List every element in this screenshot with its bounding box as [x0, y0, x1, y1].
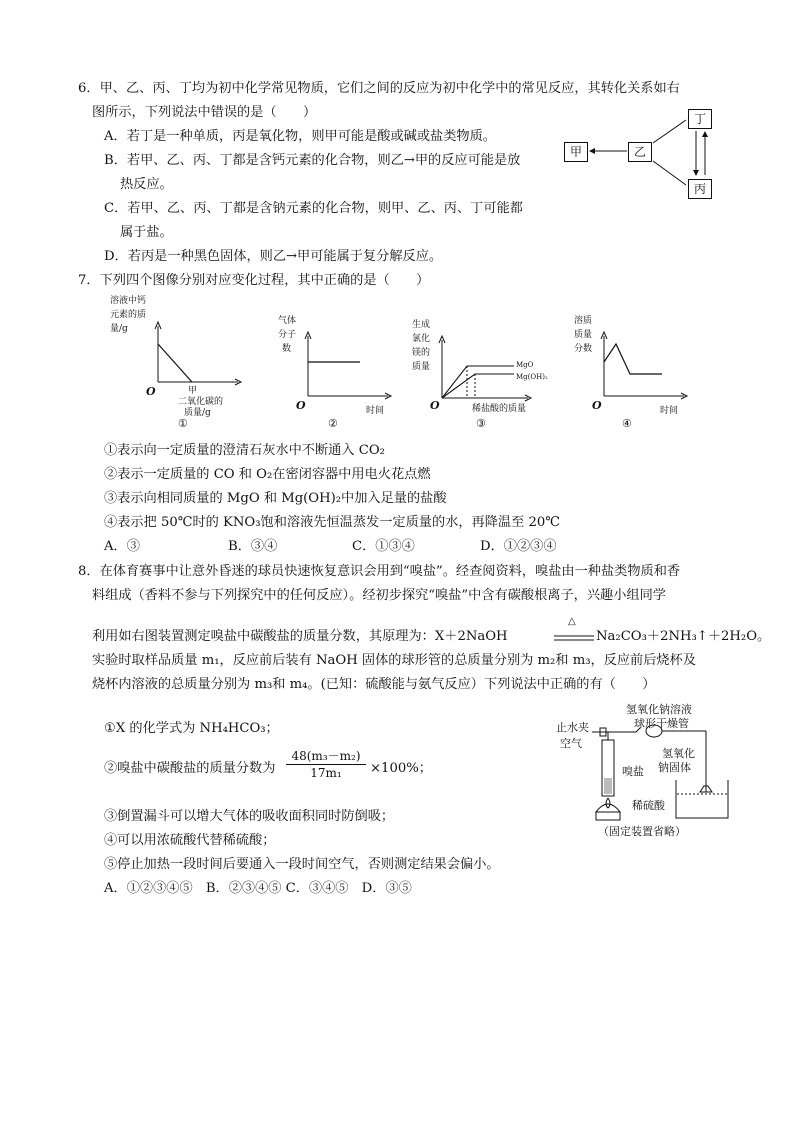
- graph2-ylabel-1: 气体: [278, 316, 297, 326]
- q7-statement-3: ③表示向相同质量的 MgO 和 Mg(OH)₂中加入足量的盐酸: [104, 491, 447, 506]
- graph2-ylabel-2: 分子: [278, 330, 297, 340]
- q7-statement-4: ④表示把 50℃时的 KNO₃饱和溶液先恒温蒸发一定质量的水，再降温至 20℃: [104, 515, 561, 530]
- graph3-ylabel-2: 氯化: [412, 334, 431, 344]
- q7-option-a: A．③: [104, 539, 140, 554]
- q6-option-b-line2: 热反应。: [120, 177, 173, 192]
- graph1-ylabel-3: 量/g: [110, 324, 128, 334]
- q8-options: A．①②③④⑤ B．②③④⑤ C．③④⑤ D．③⑤: [104, 881, 412, 896]
- label-drying-tube: 球形干燥管: [634, 717, 689, 730]
- q8-s2-text: ②嗅盐中碳酸盐的质量分数为: [104, 761, 276, 776]
- q8-statement-3: ③倒置漏斗可以增大气体的吸收面积同时防倒吸；: [104, 809, 395, 824]
- graph3-num: ③: [476, 417, 486, 430]
- label-air: 空气: [560, 737, 582, 750]
- label-dilute-h2so4: 稀硫酸: [632, 799, 665, 812]
- q7-option-c: C．①③④: [352, 539, 415, 554]
- label-naoh-solution: 氢氧化钠溶液: [626, 703, 692, 716]
- graph3-ylabel-3: 镁的: [412, 348, 431, 358]
- graph1-mark: 甲: [188, 386, 198, 396]
- q8-statement-1: ①X 的化学式为 NH₄HCO₃；: [104, 721, 279, 736]
- q6-option-c-line2: 属于盐。: [120, 225, 173, 240]
- q8-eq-left: 利用如右图装置测定嗅盐中碳酸盐的质量分数，其原理为：X＋2NaOH: [92, 629, 508, 644]
- q7-statement-1: ①表示向一定质量的澄清石灰水中不断通入 CO₂: [104, 443, 385, 458]
- q8-statement-4: ④可以用浓硫酸代替稀硫酸；: [104, 833, 276, 848]
- graph4-xlabel: 时间: [660, 406, 679, 416]
- label-fixture-note: （固定装置省略）: [598, 825, 686, 838]
- graph3-ylabel-1: 生成: [412, 320, 431, 330]
- graph3-ylabel-4: 质量: [412, 362, 431, 372]
- q7-stem: 7．下列四个图像分别对应变化过程，其中正确的是（ ）: [78, 273, 430, 288]
- box-bing: 丙: [688, 179, 712, 199]
- q6-option-d: D．若丙是一种黑色固体，则乙→甲可能属于复分解反应。: [104, 249, 443, 264]
- q6-stem-line1: 6．甲、乙、丙、丁均为初中化学常见物质，它们之间的反应为初中化学中的常见反应，其转化关系如右: [78, 81, 680, 96]
- graph2-origin: O: [296, 399, 306, 412]
- graph1-ylabel-2: 元素的质: [110, 310, 147, 320]
- graph4-origin: O: [592, 399, 602, 412]
- graph1-num: ①: [178, 417, 188, 430]
- graph4-num: ④: [622, 417, 632, 430]
- graph4-ylabel-1: 溶质: [574, 316, 593, 326]
- q8-eq-equals: [554, 635, 594, 643]
- q8-fraction: [286, 748, 366, 781]
- q6-option-b-line1: B．若甲、乙、丙、丁都是含钙元素的化合物，则乙→甲的反应可能是放: [104, 153, 521, 168]
- q8-statement-5: ⑤停止加热一段时间后要通入一段时间空气，否则测定结果会偏小。: [104, 857, 500, 872]
- label-naoh-solid-1: 氢氧化: [662, 747, 695, 760]
- q7-graph2: [276, 316, 396, 432]
- q8-line1: 8．在体育赛事中让意外昏迷的球员快速恢复意识会用到“嗅盐”。经查阅资料，嗅盐由一种盐类物质和香: [78, 564, 681, 579]
- q7-options: [104, 538, 564, 556]
- q8-eq-heat: △: [568, 616, 576, 627]
- box-jia: 甲: [564, 142, 588, 162]
- graph3-line1-label: MgO: [516, 361, 534, 369]
- graph3-origin: O: [430, 399, 440, 412]
- label-clamp: 止水夹: [556, 721, 589, 734]
- q8-s2-post: ×100%；: [370, 761, 432, 776]
- q8-fraction-denominator: 17m₁: [310, 766, 342, 780]
- graph1-xlabel-1: 二氧化碳的: [178, 397, 224, 407]
- q8-statement-2: [104, 748, 444, 788]
- graph1-origin: O: [146, 385, 156, 398]
- q7-graph1: [108, 296, 248, 432]
- graph2-ylabel-3: 数: [282, 344, 292, 354]
- graph4-ylabel-2: 质量: [574, 330, 593, 340]
- label-naoh-solid-2: 钠固体: [658, 761, 691, 774]
- graph1-plot: [108, 296, 248, 432]
- q7-option-b: B．③④: [228, 539, 278, 554]
- graph2-xlabel: 时间: [366, 406, 385, 416]
- q8-eq-right: Na₂CO₃＋2NH₃↑＋2H₂O。: [596, 629, 771, 644]
- box-ding: 丁: [688, 109, 712, 129]
- q7-graph4: [572, 316, 702, 432]
- q6-arrows: [560, 105, 720, 205]
- q7-graph3: [410, 316, 560, 432]
- graph3-xlabel: 稀盐酸的质量: [472, 404, 527, 414]
- q8-line2: 料组成（香料不参与下列探究中的任何反应）。经初步探究“嗅盐”中含有碳酸根离子，兴趣小组同学: [92, 588, 666, 603]
- graph1-ylabel-1: 溶液中钙: [110, 296, 147, 306]
- graph1-xlabel-2: 质量/g: [184, 408, 211, 418]
- q6-diagram: [560, 105, 720, 205]
- graph4-plot: [572, 316, 702, 432]
- q8-line4: 实验时取样品质量 m₁，反应前后装有 NaOH 固体的球形管的总质量分别为 m₂和 m₃，反应前后烧杯及: [92, 653, 696, 668]
- box-yi: 乙: [628, 142, 652, 162]
- label-sniffing-salt: 嗅盐: [622, 765, 644, 778]
- q6-stem-line2: 图所示，下列说法中错误的是（ ）: [92, 105, 317, 120]
- q7-statement-2: ②表示一定质量的 CO 和 O₂在密闭容器中用电火花点燃: [104, 467, 431, 482]
- q8-fraction-numerator: 48(m₃－m₂): [286, 748, 366, 765]
- q7-option-d: D．①②③④: [480, 539, 557, 554]
- graph2-num: ②: [328, 417, 338, 430]
- graph3-line2-label: Mg(OH)₂: [516, 373, 548, 381]
- q8-line5: 烧杯内溶液的总质量分别为 m₃和 m₄。(已知：硫酸能与氨气反应）下列说法中正确的有（ ）: [92, 677, 656, 692]
- graph4-ylabel-3: 分数: [574, 344, 593, 354]
- q8-equation-line: [92, 616, 771, 650]
- q6-option-c-line1: C．若甲、乙、丙、丁都是含钠元素的化合物，则甲、乙、丙、丁可能都: [104, 201, 523, 216]
- q6-option-a: A．若丁是一种单质，丙是氧化物，则甲可能是酸或碱或盐类物质。: [104, 129, 496, 144]
- q8-apparatus: [556, 700, 736, 842]
